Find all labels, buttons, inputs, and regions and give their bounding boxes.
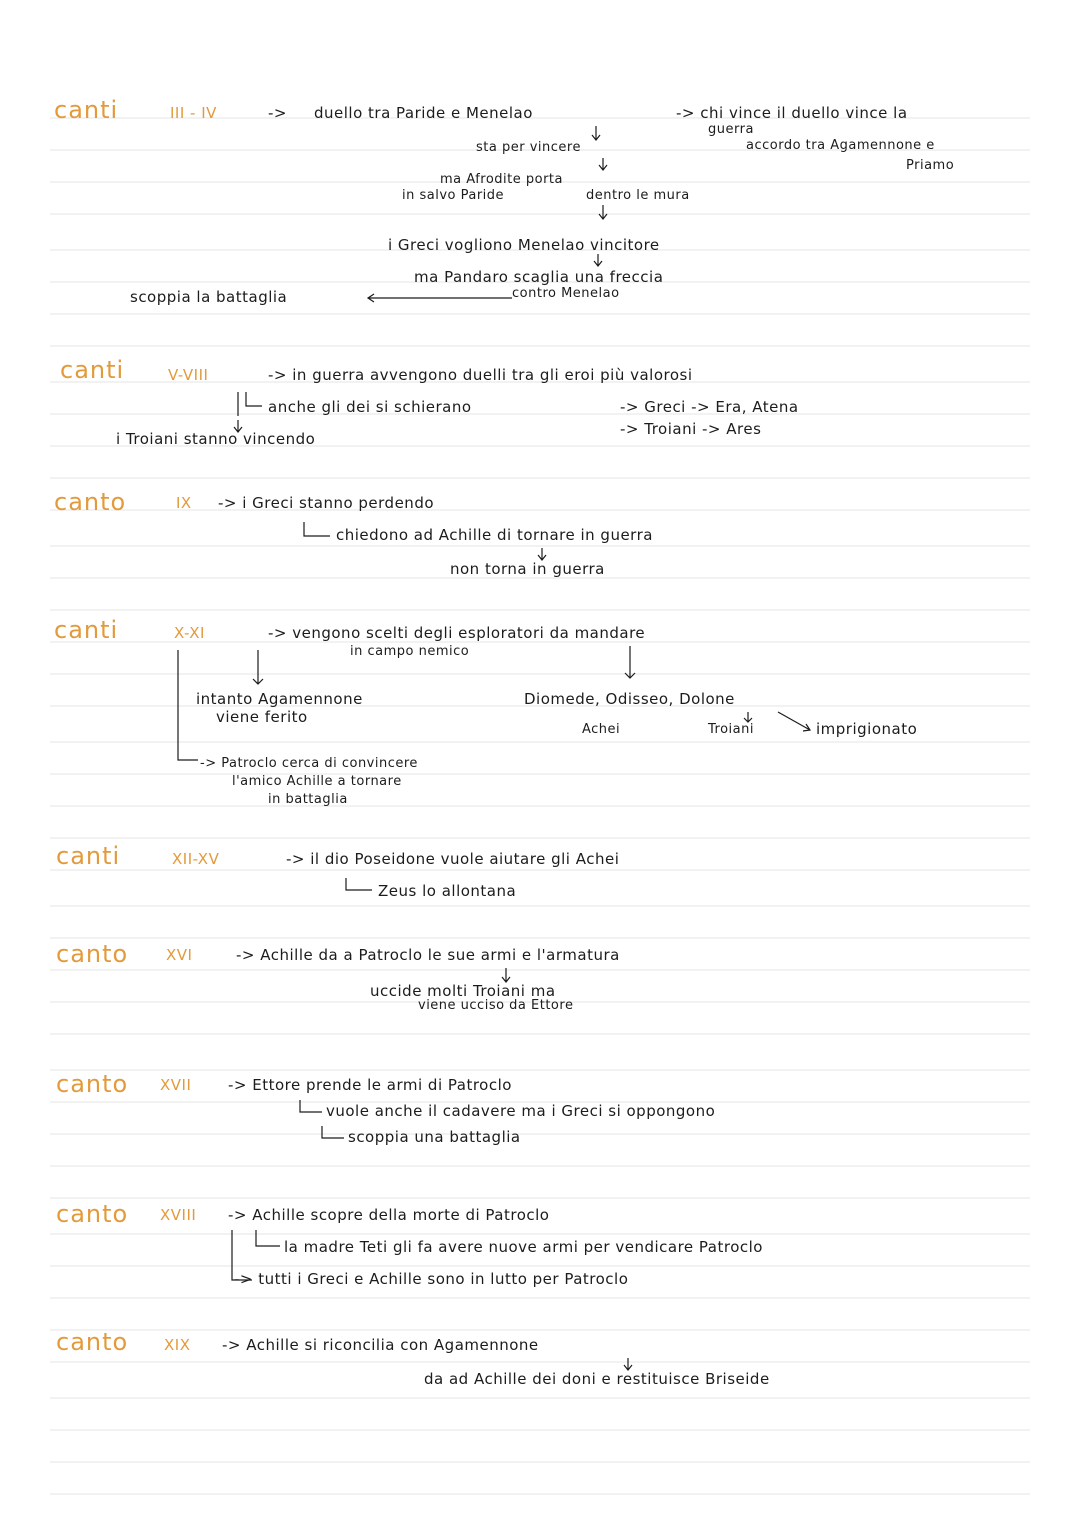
arrow-down-icon — [253, 650, 263, 684]
section-label: canti — [54, 96, 119, 124]
note-text: Achei — [582, 722, 621, 737]
note-text: scoppia la battaglia — [130, 288, 288, 306]
note-text: -> Patroclo cerca di convincere — [200, 756, 418, 771]
canto-number: XVII — [160, 1076, 192, 1094]
note-text: imprigionato — [816, 720, 918, 738]
note-text: Troiani — [708, 722, 754, 737]
summary-line: -> tutti i Greci e Achille sono in lutto per Patroclo — [234, 1270, 629, 1288]
summary-line: Zeus lo allontana — [378, 882, 517, 900]
summary-line: da ad Achille dei doni e restituisce Briseide — [424, 1370, 770, 1388]
canto-number: IX — [176, 494, 192, 512]
note-text: i Greci vogliono Menelao vincitore — [388, 236, 660, 254]
summary-line: -> vengono scelti degli esploratori da mandare — [268, 624, 646, 642]
section-label: canti — [56, 842, 121, 870]
canto-number: V-VIII — [168, 366, 209, 384]
summary-line: vuole anche il cadavere ma i Greci si oppongono — [326, 1102, 716, 1120]
arrow-text: -> — [268, 104, 287, 122]
arrow-down-icon — [744, 712, 752, 722]
note-text: non torna in guerra — [450, 560, 605, 578]
section-label: canti — [54, 616, 119, 644]
arrow-down-icon — [538, 548, 546, 560]
note-text: Priamo — [906, 158, 955, 173]
summary-line: -> i Greci stanno perdendo — [218, 494, 435, 512]
note-text: guerra — [708, 122, 754, 137]
summary-line: -> Troiani -> Ares — [620, 420, 762, 438]
note-text: contro Menelao — [512, 286, 620, 301]
note-text: in campo nemico — [350, 644, 470, 659]
note-text: Diomede, Odisseo, Dolone — [524, 690, 735, 708]
canto-number: XII-XV — [172, 850, 220, 868]
summary-line: chiedono ad Achille di tornare in guerra — [336, 526, 653, 544]
tree-line — [178, 650, 198, 760]
tree-line — [304, 522, 330, 536]
canto-number: X-XI — [174, 624, 205, 642]
arrow-down-icon — [624, 1358, 632, 1370]
summary-line: -> Achille scopre della morte di Patroclo — [228, 1206, 550, 1224]
note-text: dentro le mura — [586, 188, 690, 203]
note-text: intanto Agamennone — [196, 690, 363, 708]
note-text: in salvo Paride — [402, 188, 505, 203]
arrow-down-icon — [502, 968, 510, 982]
summary-line: -> in guerra avvengono duelli tra gli eroi più valorosi — [268, 366, 693, 384]
arrow-left-icon — [368, 294, 512, 302]
canto-number: XIX — [164, 1336, 191, 1354]
summary-line: scoppia una battaglia — [348, 1128, 521, 1146]
section-label: canto — [56, 940, 129, 968]
arrow-down-right-icon — [778, 712, 810, 731]
summary-line: -> chi vince il duello vince la — [676, 104, 908, 122]
canto-number: III - IV — [170, 104, 217, 122]
note-text: ma Pandaro scaglia una freccia — [414, 268, 664, 286]
summary-line: -> il dio Poseidone vuole aiutare gli Achei — [286, 850, 620, 868]
note-text: viene ferito — [216, 708, 308, 726]
summary-line: -> Ettore prende le armi di Patroclo — [228, 1076, 512, 1094]
note-text: in battaglia — [268, 792, 348, 807]
note-text: l'amico Achille a tornare — [232, 774, 402, 789]
section-label: canto — [56, 1328, 129, 1356]
summary-line: duello tra Paride e Menelao — [314, 104, 533, 122]
arrow-down-icon — [592, 126, 600, 140]
canto-number: XVI — [166, 946, 193, 964]
summary-line: anche gli dei si schierano — [268, 398, 472, 416]
tree-line — [238, 392, 262, 416]
section-label: canto — [56, 1070, 129, 1098]
summary-line: -> Achille si riconcilia con Agamennone — [222, 1336, 539, 1354]
arrow-down-icon — [599, 205, 607, 219]
summary-line: -> Achille da a Patroclo le sue armi e l'armatura — [236, 946, 620, 964]
arrow-down-icon — [594, 254, 602, 266]
tree-line — [346, 878, 372, 890]
section-label: canto — [54, 488, 127, 516]
summary-line: -> Greci -> Era, Atena — [620, 398, 799, 416]
section-label: canto — [56, 1200, 129, 1228]
note-text: accordo tra Agamennone e — [746, 138, 935, 153]
note-text: ma Afrodite porta — [440, 172, 563, 187]
note-text: uccide molti Troiani ma — [370, 982, 556, 1000]
note-text: viene ucciso da Ettore — [418, 998, 574, 1013]
note-text: i Troiani stanno vincendo — [116, 430, 316, 448]
arrow-down-icon — [625, 646, 635, 678]
section-label: canti — [60, 356, 125, 384]
summary-line: la madre Teti gli fa avere nuove armi per vendicare Patroclo — [284, 1238, 763, 1256]
note-text: sta per vincere — [476, 140, 581, 155]
arrow-down-icon — [599, 158, 607, 170]
canto-number: XVIII — [160, 1206, 197, 1224]
